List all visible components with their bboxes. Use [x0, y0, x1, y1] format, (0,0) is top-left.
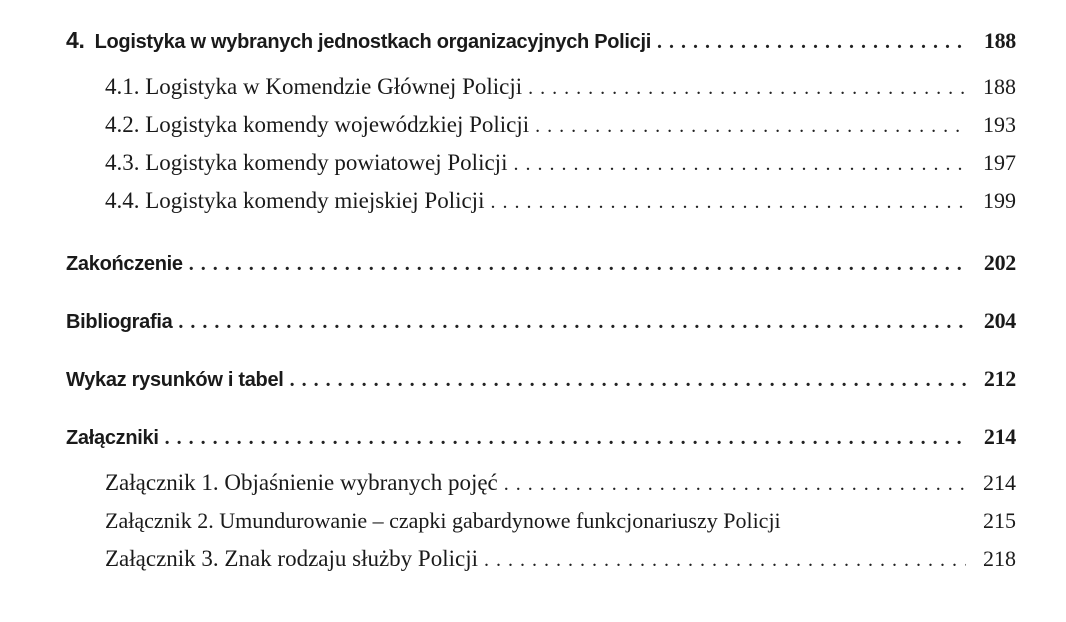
chapter-title: Zakończenie: [66, 253, 183, 275]
page-number: 214: [983, 470, 1016, 495]
dot-leader: [657, 31, 966, 54]
dot-leader: [528, 77, 966, 100]
toc-entry-zalacznik-3: [105, 546, 1016, 572]
page-number: 188: [983, 74, 1016, 99]
chapter-4-heading: [66, 27, 651, 54]
toc-entry-bibliografia: [66, 308, 1016, 334]
dot-leader: [178, 311, 966, 334]
toc-entry-zalacznik-2: [105, 508, 1016, 534]
toc-entry-section-4-2: [105, 112, 1016, 138]
page-number: 193: [983, 112, 1016, 137]
toc-entry-zalacznik-1: [105, 470, 1016, 496]
dot-leader: [513, 153, 966, 176]
dot-leader: [535, 115, 966, 138]
page-number: 199: [983, 188, 1016, 213]
page-number: 197: [983, 150, 1016, 175]
dot-leader: [189, 253, 966, 276]
section-title: 4.2. Logistyka komendy wojewódzkiej Policji: [105, 112, 530, 137]
dot-leader: [504, 473, 966, 496]
chapter-title: Logistyka w wybranych jednostkach organizacyjnych Policji: [94, 31, 652, 53]
toc-entry-section-4-1: [105, 74, 1016, 100]
page-number: 188: [983, 28, 1016, 53]
dot-leader: [490, 191, 966, 214]
page-number: 204: [983, 308, 1016, 333]
chapter-title: Wykaz rysunków i tabel: [66, 369, 284, 391]
section-title: 4.1. Logistyka w Komendzie Głównej Policji: [105, 74, 523, 99]
dot-leader: [484, 549, 966, 572]
chapter-number: 4.: [66, 27, 85, 53]
page-number: 202: [983, 250, 1016, 275]
toc-entry-wykaz: [66, 366, 1016, 392]
page-number: 212: [983, 366, 1016, 391]
section-title: Załącznik 2. Umundurowanie – czapki gabardynowe funkcjonariuszy Policji: [105, 508, 781, 533]
toc-entry-section-4-4: [105, 188, 1016, 214]
chapter-title: Załączniki: [66, 427, 159, 449]
section-title: 4.4. Logistyka komendy miejskiej Policji: [105, 188, 485, 213]
chapter-title: Bibliografia: [66, 311, 173, 333]
toc-entry-zalaczniki: [66, 424, 1016, 450]
toc-entry-section-4-3: [105, 150, 1016, 176]
page-number: 214: [983, 424, 1016, 449]
page-number: 218: [983, 546, 1016, 571]
section-title: Załącznik 3. Znak rodzaju służby Policji: [105, 546, 478, 571]
dot-leader: [165, 427, 966, 450]
section-title: 4.3. Logistyka komendy powiatowej Policji: [105, 150, 508, 175]
section-title: Załącznik 1. Objaśnienie wybranych pojęć: [105, 470, 498, 495]
toc-entry-zakonczenie: [66, 250, 1016, 276]
dot-leader: [290, 369, 966, 392]
page-number: 215: [983, 508, 1016, 533]
toc-entry-chapter-4: [66, 27, 1016, 54]
